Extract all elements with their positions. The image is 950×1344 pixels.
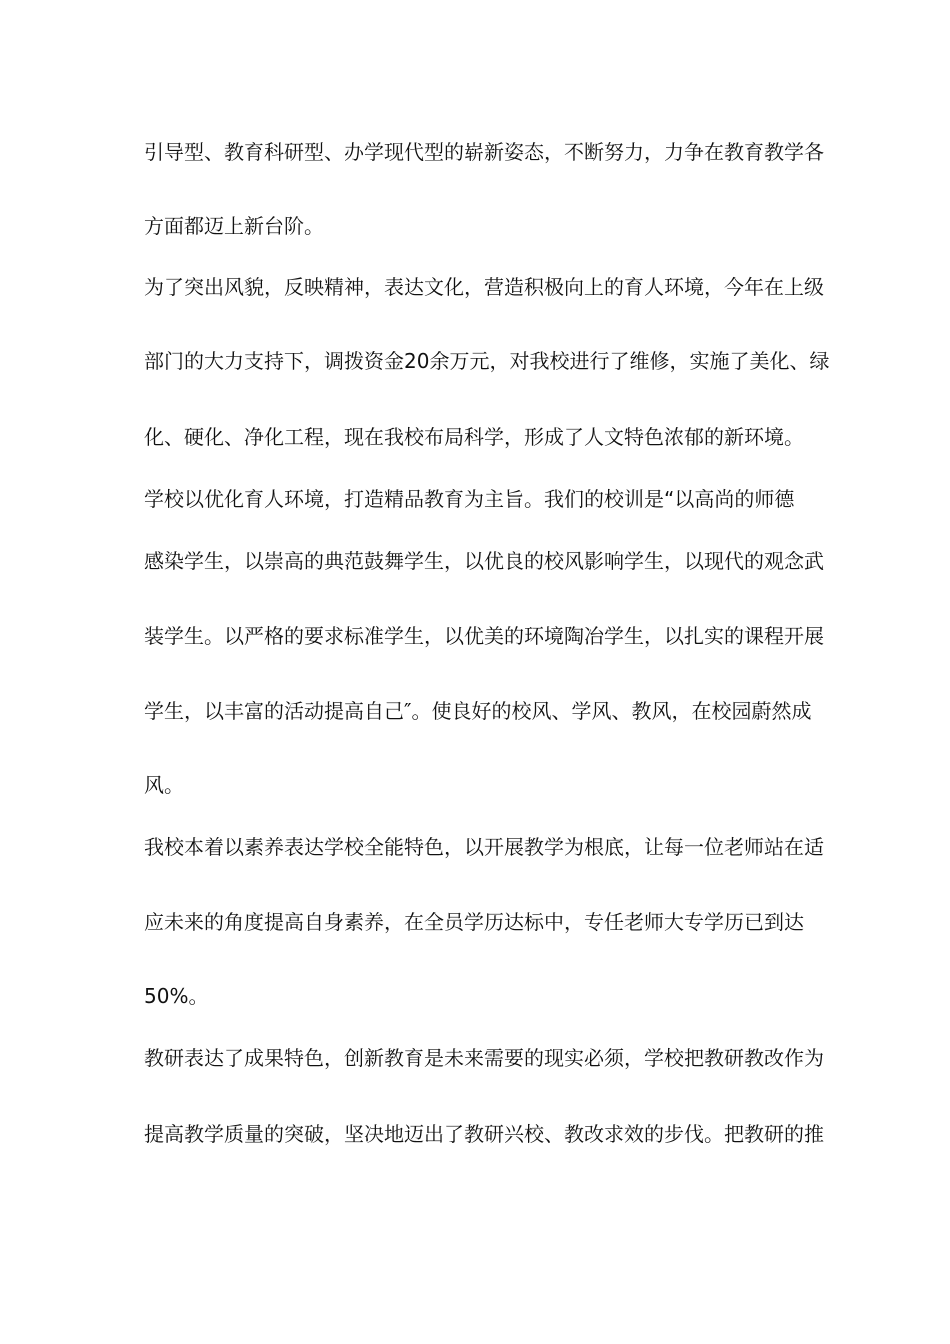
text-line: 我校本着以素养表达学校全能特色，以开展教学为根底，让每一位老师站在适: [144, 835, 824, 859]
text-line: 风。: [144, 773, 184, 797]
text-line: 化、硬化、净化工程，现在我校布局科学，形成了人文特色浓郁的新环境。: [144, 425, 804, 449]
text-line: 提高教学质量的突破，坚决地迈出了教研兴校、教改求效的步伐。把教研的推: [144, 1122, 824, 1146]
text-line: 学校以优化育人环境，打造精品教育为主旨。我们的校训是“以高尚的师德: [144, 487, 795, 511]
text-line: 应未来的角度提高自身素养，在全员学历达标中，专任老师大专学历已到达: [144, 910, 804, 934]
text-line: 装学生。以严格的要求标准学生，以优美的环境陶冶学生，以扎实的课程开展: [144, 624, 824, 648]
text-line: 感染学生，以崇高的典范鼓舞学生，以优良的校风影响学生，以现代的观念武: [144, 549, 824, 573]
text-line: 教研表达了成果特色，创新教育是未来需要的现实必须，学校把教研教改作为: [144, 1046, 824, 1070]
text-line: 方面都迈上新台阶。: [144, 214, 324, 238]
text-line: 引导型、教育科研型、办学现代型的崭新姿态，不断努力，力争在教育教学各: [144, 140, 824, 164]
text-line: 50%。: [144, 984, 209, 1008]
text-line: 部门的大力支持下，调拨资金20余万元，对我校进行了维修，实施了美化、绿: [144, 349, 830, 373]
text-line: 为了突出风貌，反映精神，表达文化，营造积极向上的育人环境，今年在上级: [144, 275, 824, 299]
text-line: 学生，以丰富的活动提高自己″。使良好的校风、学风、教风，在校园蔚然成: [144, 699, 812, 723]
